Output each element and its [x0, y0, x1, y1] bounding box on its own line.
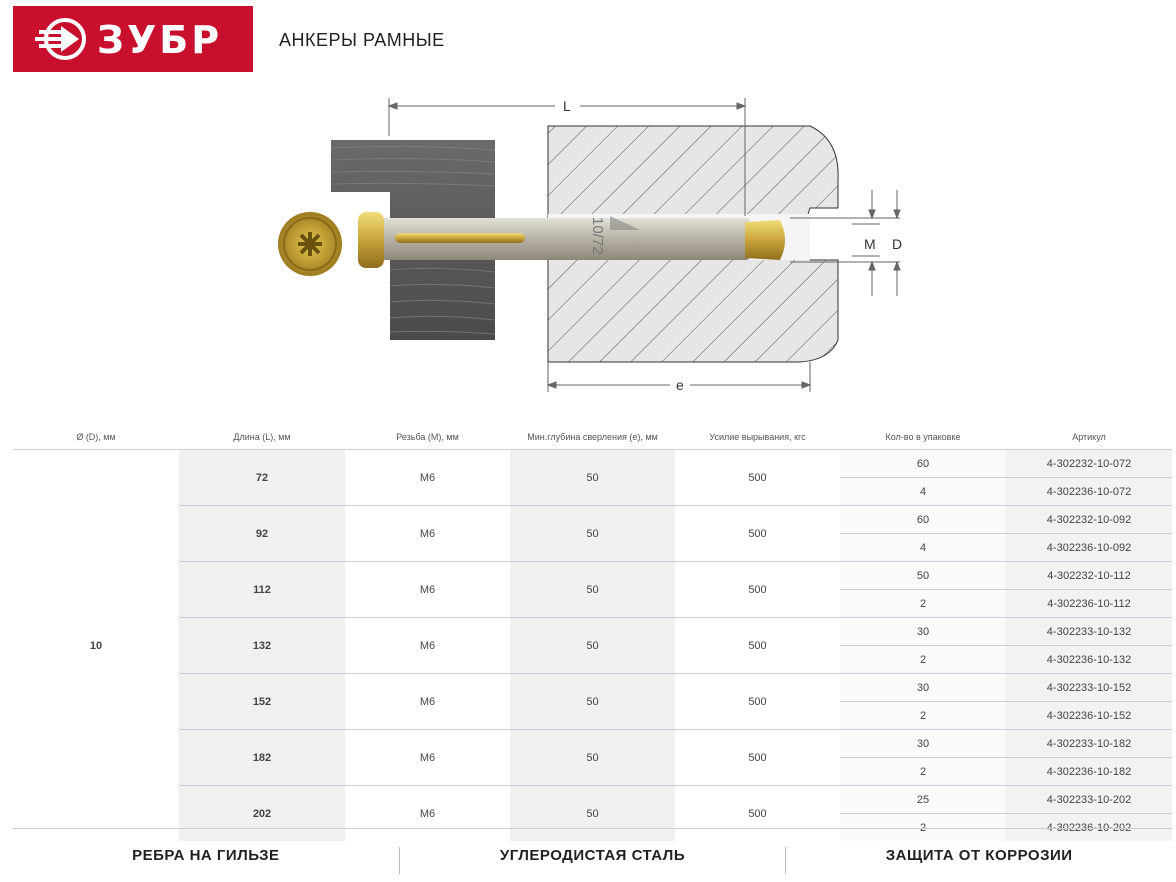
force-cell: 500 — [748, 471, 767, 484]
length-cell: 92 — [179, 506, 345, 562]
thread-cell: M6 — [345, 730, 510, 786]
article-cell: 4-302233-10-132 — [1006, 618, 1172, 646]
header-qty: Кол-во в упаковке — [840, 424, 1006, 450]
depth-cell: 50 — [510, 674, 675, 730]
depth-cell: 50 — [510, 730, 675, 786]
header-force: Усилие вырывания, кгс — [675, 424, 840, 450]
depth-cell: 50 — [510, 786, 675, 842]
table-row — [13, 786, 1172, 814]
qty-cell: 60 — [840, 450, 1006, 478]
feature-steel: УГЛЕРОДИСТАЯ СТАЛЬ — [499, 847, 686, 864]
article-cell: 4-302236-10-092 — [1006, 534, 1172, 562]
force-cell: 500 — [675, 786, 840, 842]
header-article: Артикул — [1006, 424, 1172, 450]
table-row — [13, 450, 1172, 478]
diameter-cell: 10 — [89, 639, 103, 652]
force-cell: 500 — [675, 674, 840, 730]
label-e: e — [676, 377, 684, 393]
article-cell: 4-302233-10-202 — [1006, 786, 1172, 814]
depth-cell: 50 — [510, 618, 675, 674]
table-row — [13, 506, 1172, 534]
header-thread: Резьба (М), мм — [345, 424, 510, 450]
qty-cell: 2 — [840, 758, 1006, 786]
label-L: L — [563, 98, 571, 114]
spec-table — [13, 424, 1172, 841]
anchor-sleeve — [380, 216, 750, 260]
article-cell: 4-302236-10-112 — [1006, 590, 1172, 618]
article-cell: 4-302236-10-072 — [1006, 478, 1172, 506]
length-cell: 132 — [179, 618, 345, 674]
force-cell: 500 — [675, 618, 840, 674]
header-diameter: Ø (D), мм — [13, 424, 179, 450]
article-cell: 4-302236-10-152 — [1006, 702, 1172, 730]
anchor-diagram — [0, 90, 1176, 400]
qty-cell: 4 — [840, 534, 1006, 562]
brand-logo — [13, 6, 253, 72]
table-row — [13, 730, 1172, 758]
depth-cell: 50 — [510, 506, 675, 562]
feature-corrosion: ЗАЩИТА ОТ КОРРОЗИИ — [885, 847, 1073, 864]
qty-cell: 2 — [840, 590, 1006, 618]
length-cell: 202 — [179, 786, 345, 842]
length-cell: 182 — [179, 730, 345, 786]
depth-cell: 50 — [510, 562, 675, 618]
force-cell: 500 — [675, 730, 840, 786]
article-cell: 4-302236-10-132 — [1006, 646, 1172, 674]
qty-cell: 60 — [840, 506, 1006, 534]
feature-ribs: РЕБРА НА ГИЛЬЗЕ — [132, 847, 280, 864]
table-row — [13, 562, 1172, 590]
force-cell: 500 — [675, 506, 840, 562]
page-title: АНКЕРЫ РАМНЫЕ — [279, 30, 445, 50]
table-row — [13, 674, 1172, 702]
force-cell: 500 — [675, 562, 840, 618]
article-cell: 4-302232-10-072 — [1006, 450, 1172, 478]
label-D: D — [892, 236, 903, 252]
article-cell: 4-302232-10-092 — [1006, 506, 1172, 534]
anchor-collar — [358, 212, 384, 268]
qty-cell: 30 — [840, 674, 1006, 702]
header-depth: Мин.глубина сверления (е), мм — [510, 424, 675, 450]
qty-cell: 2 — [840, 702, 1006, 730]
qty-cell: 30 — [840, 730, 1006, 758]
brand-name: ЗУБР — [97, 18, 223, 62]
thread-cell: M6 — [345, 562, 510, 618]
sleeve-marking: 10/72 — [589, 217, 606, 255]
thread-cell: M6 — [345, 786, 510, 842]
table-row — [13, 618, 1172, 646]
thread-cell: M6 — [345, 674, 510, 730]
article-cell: 4-302232-10-112 — [1006, 562, 1172, 590]
article-cell: 4-302233-10-152 — [1006, 674, 1172, 702]
length-cell: 152 — [179, 674, 345, 730]
length-cell: 112 — [179, 562, 345, 618]
qty-cell: 2 — [840, 646, 1006, 674]
article-cell: 4-302236-10-182 — [1006, 758, 1172, 786]
screw-head — [278, 212, 342, 276]
thread-cell: M6 — [345, 618, 510, 674]
qty-cell: 50 — [840, 562, 1006, 590]
qty-cell: 4 — [840, 478, 1006, 506]
article-cell: 4-302236-10-202 — [1006, 814, 1172, 842]
features-bar — [13, 828, 1172, 882]
thread-cell: M6 — [345, 506, 510, 562]
qty-cell: 30 — [840, 618, 1006, 646]
length-cell: 72 — [179, 450, 345, 506]
spec-table-body — [13, 450, 1172, 842]
qty-cell: 2 — [840, 814, 1006, 842]
label-M: M — [864, 236, 876, 252]
qty-cell: 25 — [840, 786, 1006, 814]
header-length: Длина (L), мм — [179, 424, 345, 450]
depth-cell: 50 — [510, 450, 675, 506]
thread-cell: M6 — [419, 471, 436, 484]
article-cell: 4-302233-10-182 — [1006, 730, 1172, 758]
cone-nut — [745, 220, 785, 260]
